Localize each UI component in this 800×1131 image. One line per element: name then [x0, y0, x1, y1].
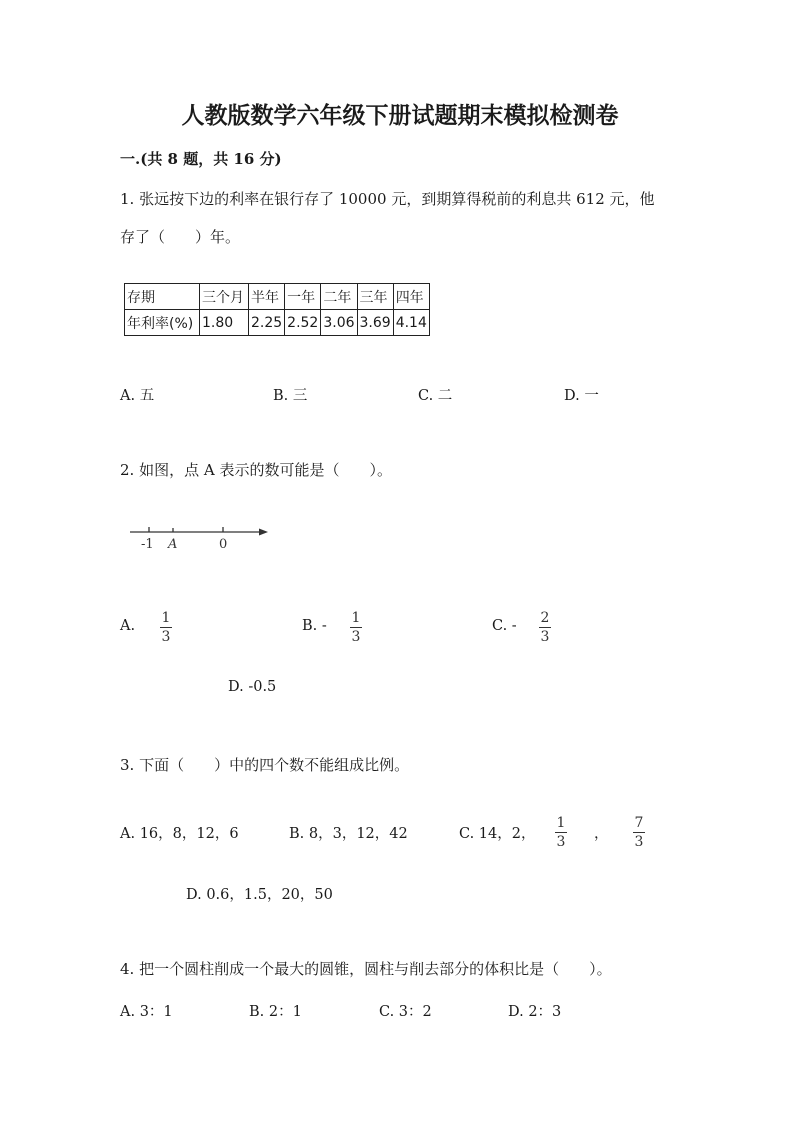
q2-option-b: B. - — [302, 618, 327, 634]
table-cell: 1.80 — [200, 310, 249, 336]
question-2-text: 2. 如图，点 A 表示的数可能是（ ）。 — [120, 461, 392, 479]
arrow-icon — [259, 529, 268, 536]
label-a: A — [168, 537, 178, 552]
table-cell: 存期 — [125, 284, 200, 310]
denominator: 3 — [556, 834, 566, 850]
table-cell: 三个月 — [200, 284, 249, 310]
denominator: 3 — [540, 629, 550, 645]
q2-option-a: A. — [120, 618, 136, 634]
question-3-text: 3. 下面（ ）中的四个数不能组成比例。 — [120, 756, 410, 774]
numerator: 2 — [540, 610, 550, 626]
question-1-line-2: 存了（ ）年。 — [120, 228, 241, 246]
q1-option-c: C. 二 — [418, 388, 453, 404]
table-cell: 4.14 — [393, 310, 429, 336]
fraction — [633, 815, 645, 850]
fraction-bar — [350, 627, 362, 628]
table-cell: 3.06 — [321, 310, 357, 336]
section-heading: 一.(共 8 题，共 16 分) — [120, 150, 282, 168]
denominator: 3 — [634, 834, 644, 850]
table-cell: 2.25 — [249, 310, 285, 336]
question-4-text: 4. 把一个圆柱削成一个最大的圆锥，圆柱与削去部分的体积比是（ ）。 — [120, 960, 612, 978]
interest-rate-table — [124, 283, 430, 336]
table-cell: 三年 — [357, 284, 393, 310]
q1-option-d: D. 一 — [564, 388, 599, 404]
q2-option-d: D. -0.5 — [228, 679, 277, 695]
fraction-bar — [555, 832, 567, 833]
fraction — [539, 610, 551, 645]
table-cell: 2.52 — [285, 310, 321, 336]
numerator: 1 — [351, 610, 361, 626]
question-1-line-1: 1. 张远按下边的利率在银行存了 10000 元，到期算得税前的利息共 612 元，他 — [120, 190, 655, 208]
numerator: 1 — [161, 610, 171, 626]
numerator: 1 — [556, 815, 566, 831]
q2-option-c: C. - — [492, 618, 517, 634]
q3-option-a: A. 16，8，12，6 — [120, 826, 239, 842]
q4-option-d: D. 2：3 — [508, 1004, 562, 1020]
q3-option-d: D. 0.6，1.5，20，50 — [186, 887, 333, 903]
label-minus-one: -1 — [141, 537, 154, 552]
q4-option-a: A. 3：1 — [120, 1004, 173, 1020]
numerator: 7 — [634, 815, 644, 831]
table-row — [125, 310, 430, 336]
fraction — [160, 610, 172, 645]
table-cell: 年利率(%) — [125, 310, 200, 336]
fraction-bar — [160, 627, 172, 628]
table-cell: 一年 — [285, 284, 321, 310]
q4-option-b: B. 2：1 — [249, 1004, 302, 1020]
denominator: 3 — [161, 629, 171, 645]
fraction — [555, 815, 567, 850]
table-cell: 二年 — [321, 284, 357, 310]
q3-option-c-separator: ， — [594, 826, 609, 842]
q3-option-b: B. 8，3，12，42 — [289, 826, 408, 842]
q3-option-c: C. 14，2， — [459, 826, 536, 842]
fraction-bar — [539, 627, 551, 628]
q1-option-a: A. 五 — [120, 388, 155, 404]
fraction-bar — [633, 832, 645, 833]
table-cell: 3.69 — [357, 310, 393, 336]
table-row — [125, 284, 430, 310]
label-zero: 0 — [219, 537, 228, 552]
fraction — [350, 610, 362, 645]
q4-option-c: C. 3：2 — [379, 1004, 432, 1020]
table-cell: 半年 — [249, 284, 285, 310]
denominator: 3 — [351, 629, 361, 645]
page-title: 人教版数学六年级下册试题期末模拟检测卷 — [181, 102, 619, 129]
q1-option-b: B. 三 — [273, 388, 308, 404]
table-cell: 四年 — [393, 284, 429, 310]
number-line-figure — [124, 522, 274, 554]
